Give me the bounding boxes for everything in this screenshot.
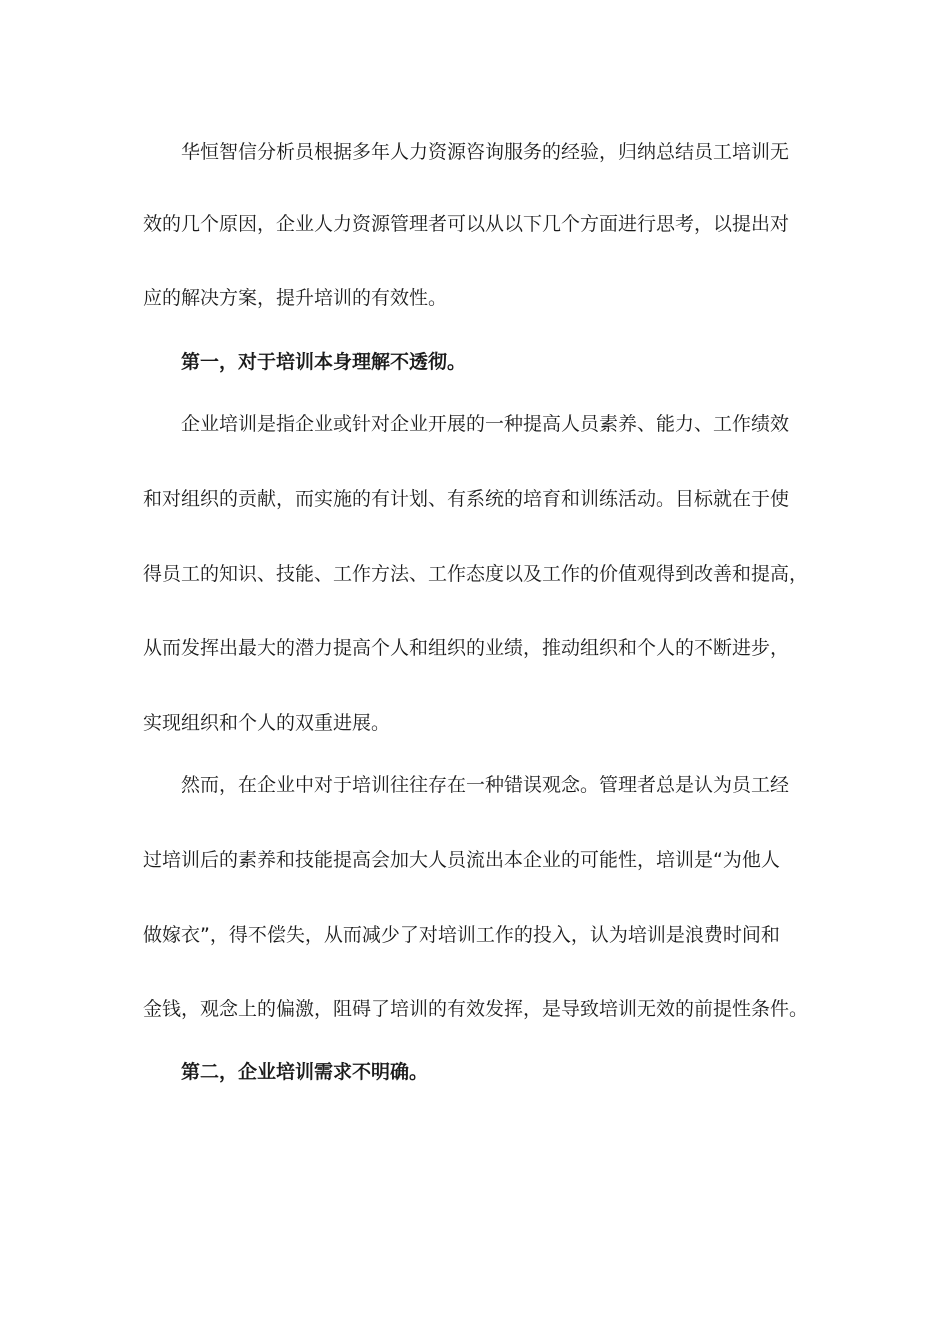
paragraph-3-line-3: 做嫁衣”，得不偿失，从而减少了对培训工作的投入，认为培训是浪费时间和	[143, 924, 780, 946]
paragraph-2-line-3: 得员工的知识、技能、工作方法、工作态度以及工作的价值观得到改善和提高，	[143, 563, 809, 585]
paragraph-1-line-2: 效的几个原因，企业人力资源管理者可以从以下几个方面进行思考，以提出对	[143, 213, 790, 235]
paragraph-2-line-2: 和对组织的贡献，而实施的有计划、有系统的培育和训练活动。目标就在于使	[143, 488, 790, 510]
paragraph-1-line-3: 应的解决方案，提升培训的有效性。	[143, 287, 448, 309]
paragraph-3-line-4: 金钱，观念上的偏激，阻碍了培训的有效发挥，是导致培训无效的前提性条件。	[143, 998, 809, 1020]
section-heading-2: 第二，企业培训需求不明确。	[181, 1061, 429, 1083]
paragraph-2-line-4: 从而发挥出最大的潜力提高个人和组织的业绩，推动组织和个人的不断进步，	[143, 637, 790, 659]
paragraph-3-line-2: 过培训后的素养和技能提高会加大人员流出本企业的可能性，培训是“为他人	[143, 849, 780, 871]
paragraph-3-line-1: 然而，在企业中对于培训往往存在一种错误观念。管理者总是认为员工经	[181, 774, 790, 796]
section-heading-1: 第一，对于培训本身理解不透彻。	[181, 351, 467, 373]
paragraph-2-line-1: 企业培训是指企业或针对企业开展的一种提高人员素养、能力、工作绩效	[181, 413, 790, 435]
paragraph-1-line-1: 华恒智信分析员根据多年人力资源咨询服务的经验，归纳总结员工培训无	[181, 141, 790, 163]
paragraph-2-line-5: 实现组织和个人的双重进展。	[143, 712, 391, 734]
